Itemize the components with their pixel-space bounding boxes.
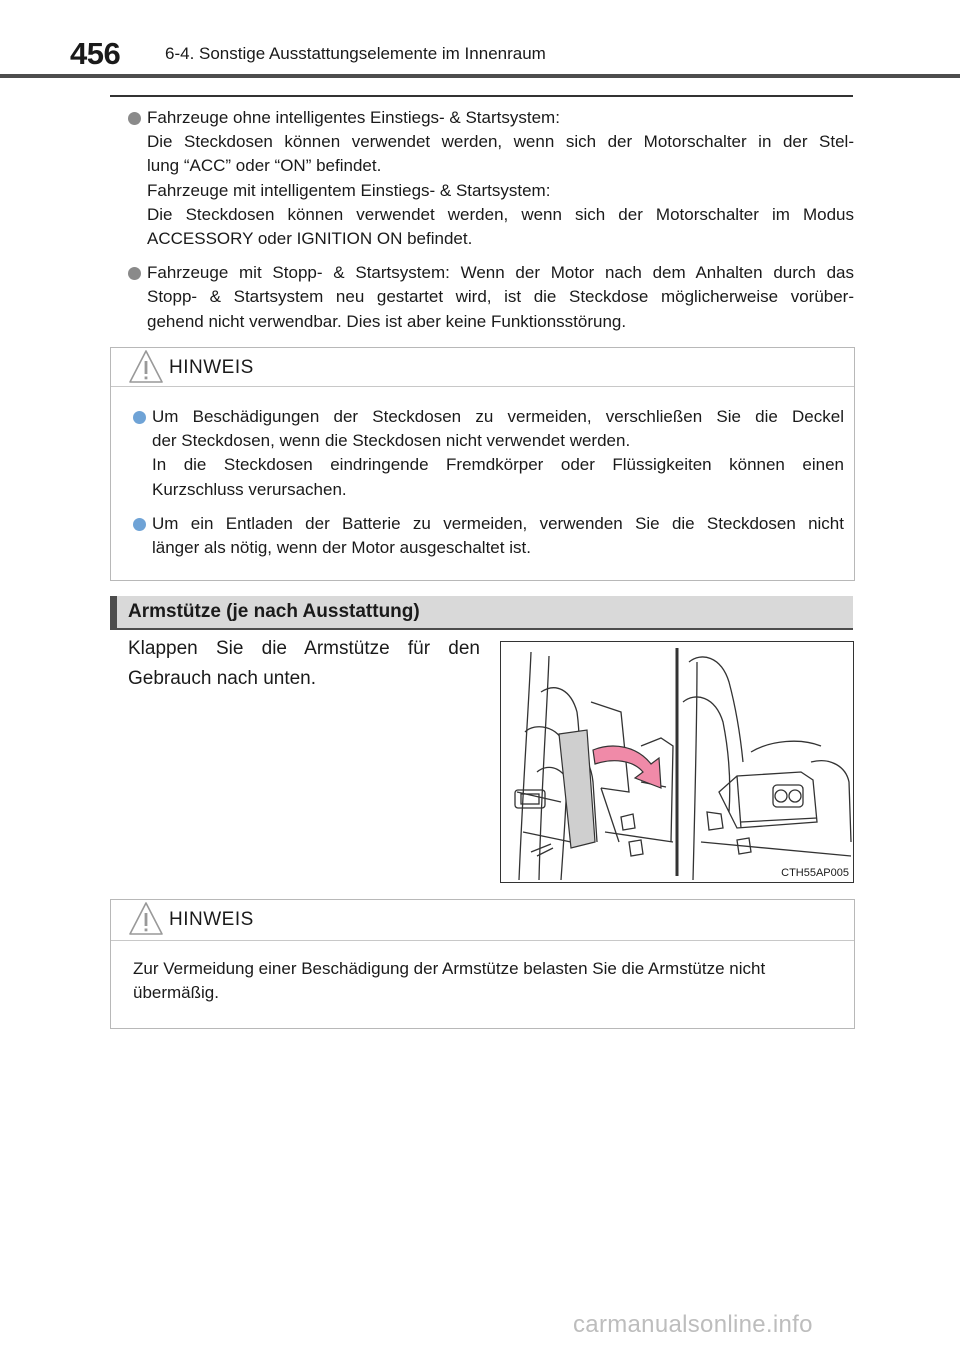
bullet-icon (133, 518, 146, 531)
notice-box (110, 347, 855, 581)
notice-header (111, 348, 854, 387)
notice-body (111, 941, 854, 1015)
page-header (0, 0, 960, 80)
chapter-title: 6-4. Sonstige Ausstattungselemente im Innenraum (165, 44, 546, 63)
text-line: übermäßig. (133, 983, 219, 1003)
text-line: Fahrzeuge mit Stopp- & Startsystem: Wenn der Motor nach dem Anhalten durch das (147, 263, 854, 283)
text-line: länger als nötig, wenn der Motor ausgeschaltet ist. (152, 538, 531, 558)
section-heading (110, 596, 853, 630)
list-item (133, 405, 844, 502)
figure-code: CTH55AP005 (781, 867, 849, 879)
text-line: Die Steckdosen können verwendet werden, wenn sich der Motorschalter im Modus (147, 204, 854, 224)
text-line: Fahrzeuge mit intelligentem Einstiegs- & Startsystem: (147, 180, 551, 200)
text-line: der Steckdosen, wenn die Steckdosen nicht verwendet werden. (152, 431, 631, 451)
section-title: Armstütze (je nach Ausstattung) (128, 601, 420, 622)
warning-icon (127, 348, 165, 386)
list-item (128, 106, 854, 251)
armrest-instruction (128, 634, 480, 694)
list-item (133, 512, 844, 560)
text-line: Fahrzeuge ohne intelligentes Einstiegs- & Startsystem: (147, 108, 560, 127)
list-item (128, 261, 854, 334)
warning-icon (127, 900, 165, 938)
bullet-icon (133, 411, 146, 424)
watermark: carmanualsonline.info (573, 1311, 813, 1338)
text-line: Kurzschluss verursachen. (152, 479, 347, 499)
notice-box (110, 899, 855, 1029)
armrest-drawing (501, 642, 853, 882)
notice-title: HINWEIS (169, 909, 254, 930)
text-line: lung “ACC” oder “ON” befindet. (147, 156, 382, 176)
header-rule (0, 74, 960, 78)
text-line: gehend nicht verwendbar. Dies ist aber keine Funktionsstörung. (147, 311, 627, 331)
notice-header (111, 900, 854, 941)
bullet-icon (128, 267, 141, 280)
section-divider (110, 95, 853, 97)
text-line: Die Steckdosen können verwendet werden, wenn sich der Motorschalter in der Stel- (147, 132, 854, 152)
page-number: 456 (70, 36, 121, 71)
text-line: Gebrauch nach unten. (128, 668, 317, 689)
intro-bullet-list (128, 106, 854, 344)
text-line: Klappen Sie die Armstütze für den (128, 638, 480, 659)
notice-title: HINWEIS (169, 357, 254, 378)
text-line: Um Beschädigungen der Steckdosen zu vermeiden, verschließen Sie die Deckel (152, 407, 844, 426)
text-line: ACCESSORY oder IGNITION ON befindet. (147, 229, 473, 249)
section-accent (110, 596, 117, 628)
text-line: Stopp- & Startsystem neu gestartet wird, ist die Steckdose möglicherweise vorüber- (147, 287, 854, 307)
text-line: In die Steckdosen eindringende Fremdkörper oder Flüssigkeiten können einen (152, 455, 844, 475)
text-line: Um ein Entladen der Batterie zu vermeiden, verwenden Sie die Steckdosen nicht (152, 513, 844, 533)
notice-body (111, 387, 854, 580)
bullet-icon (128, 112, 141, 125)
text-line: Zur Vermeidung einer Beschädigung der Armstütze belasten Sie die Armstütze nicht (133, 959, 766, 978)
armrest-illustration (500, 641, 854, 883)
